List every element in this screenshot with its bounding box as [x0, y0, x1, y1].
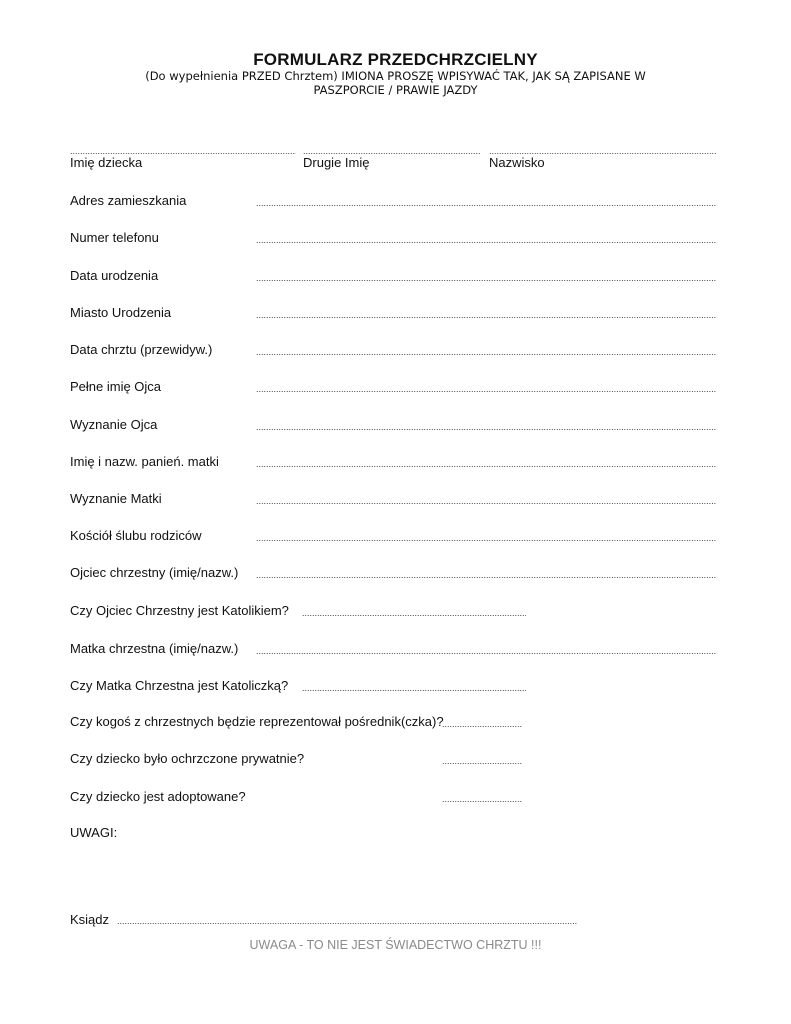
footer-warning: UWAGA - TO NIE JEST ŚWIADECTWO CHRZTU !!!: [249, 938, 542, 952]
notes-label: UWAGI:: [70, 825, 118, 840]
godfather-catholic-field[interactable]: [302, 606, 526, 620]
godfather-name-label: Ojciec chrzestny (imię/nazw.): [70, 565, 239, 580]
birth-city-label: Miasto Urodzenia: [70, 305, 172, 320]
phone-field[interactable]: [256, 233, 716, 247]
father-name-label: Pełne imię Ojca: [70, 379, 162, 394]
parents-wedding-church-label: Kościół ślubu rodziców: [70, 528, 202, 543]
mother-maiden-name-field[interactable]: [256, 457, 716, 471]
godfather-catholic-label: Czy Ojciec Chrzestny jest Katolikiem?: [70, 603, 289, 618]
godfather-name-field[interactable]: [256, 568, 716, 582]
form-subtitle: [100, 69, 691, 97]
priest-field[interactable]: [117, 914, 577, 928]
notes-area[interactable]: [70, 845, 716, 905]
mother-maiden-name-label: Imię i nazw. panień. matki: [70, 454, 219, 469]
birth-date-field[interactable]: [256, 271, 716, 285]
godmother-name-label: Matka chrzestna (imię/nazw.): [70, 641, 239, 656]
first-name-label: Imię dziecka: [70, 155, 143, 170]
proxy-field[interactable]: [442, 717, 522, 731]
father-religion-field[interactable]: [256, 420, 716, 434]
baptism-date-field[interactable]: [256, 345, 716, 359]
phone-label: Numer telefonu: [70, 230, 159, 245]
godmother-catholic-label: Czy Matka Chrzestna jest Katoliczką?: [70, 678, 289, 693]
form-title: FORMULARZ PRZEDCHRZCIELNY: [253, 50, 538, 69]
baptism-date-label: Data chrztu (przewidyw.): [70, 342, 213, 357]
address-field[interactable]: [256, 196, 716, 210]
birth-city-field[interactable]: [256, 308, 716, 322]
address-label: Adres zamieszkania: [70, 193, 187, 208]
father-name-field[interactable]: [256, 382, 716, 396]
godmother-name-field[interactable]: [256, 644, 716, 658]
adopted-label: Czy dziecko jest adoptowane?: [70, 789, 246, 804]
birth-date-label: Data urodzenia: [70, 268, 159, 283]
surname-label: Nazwisko: [489, 155, 545, 170]
proxy-label: Czy kogoś z chrzestnych będzie reprezentował pośrednik(czka)?: [70, 714, 444, 729]
private-baptism-field[interactable]: [442, 754, 522, 768]
private-baptism-label: Czy dziecko było ochrzczone prywatnie?: [70, 751, 305, 766]
father-religion-label: Wyznanie Ojca: [70, 417, 158, 432]
godmother-catholic-field[interactable]: [302, 681, 526, 695]
mother-religion-label: Wyznanie Matki: [70, 491, 162, 506]
mother-religion-field[interactable]: [256, 494, 716, 508]
middle-name-label: Drugie Imię: [303, 155, 370, 170]
subtitle-line-2: PASZPORCIE / PRAWIE JAZDY: [313, 83, 478, 97]
priest-label: Ksiądz: [70, 912, 110, 927]
parents-wedding-church-field[interactable]: [256, 531, 716, 545]
adopted-field[interactable]: [442, 792, 522, 806]
subtitle-line-1: (Do wypełnienia PRZED Chrztem) IMIONA PROSZĘ WPISYWAĆ TAK, JAK SĄ ZAPISANE W: [145, 69, 646, 83]
